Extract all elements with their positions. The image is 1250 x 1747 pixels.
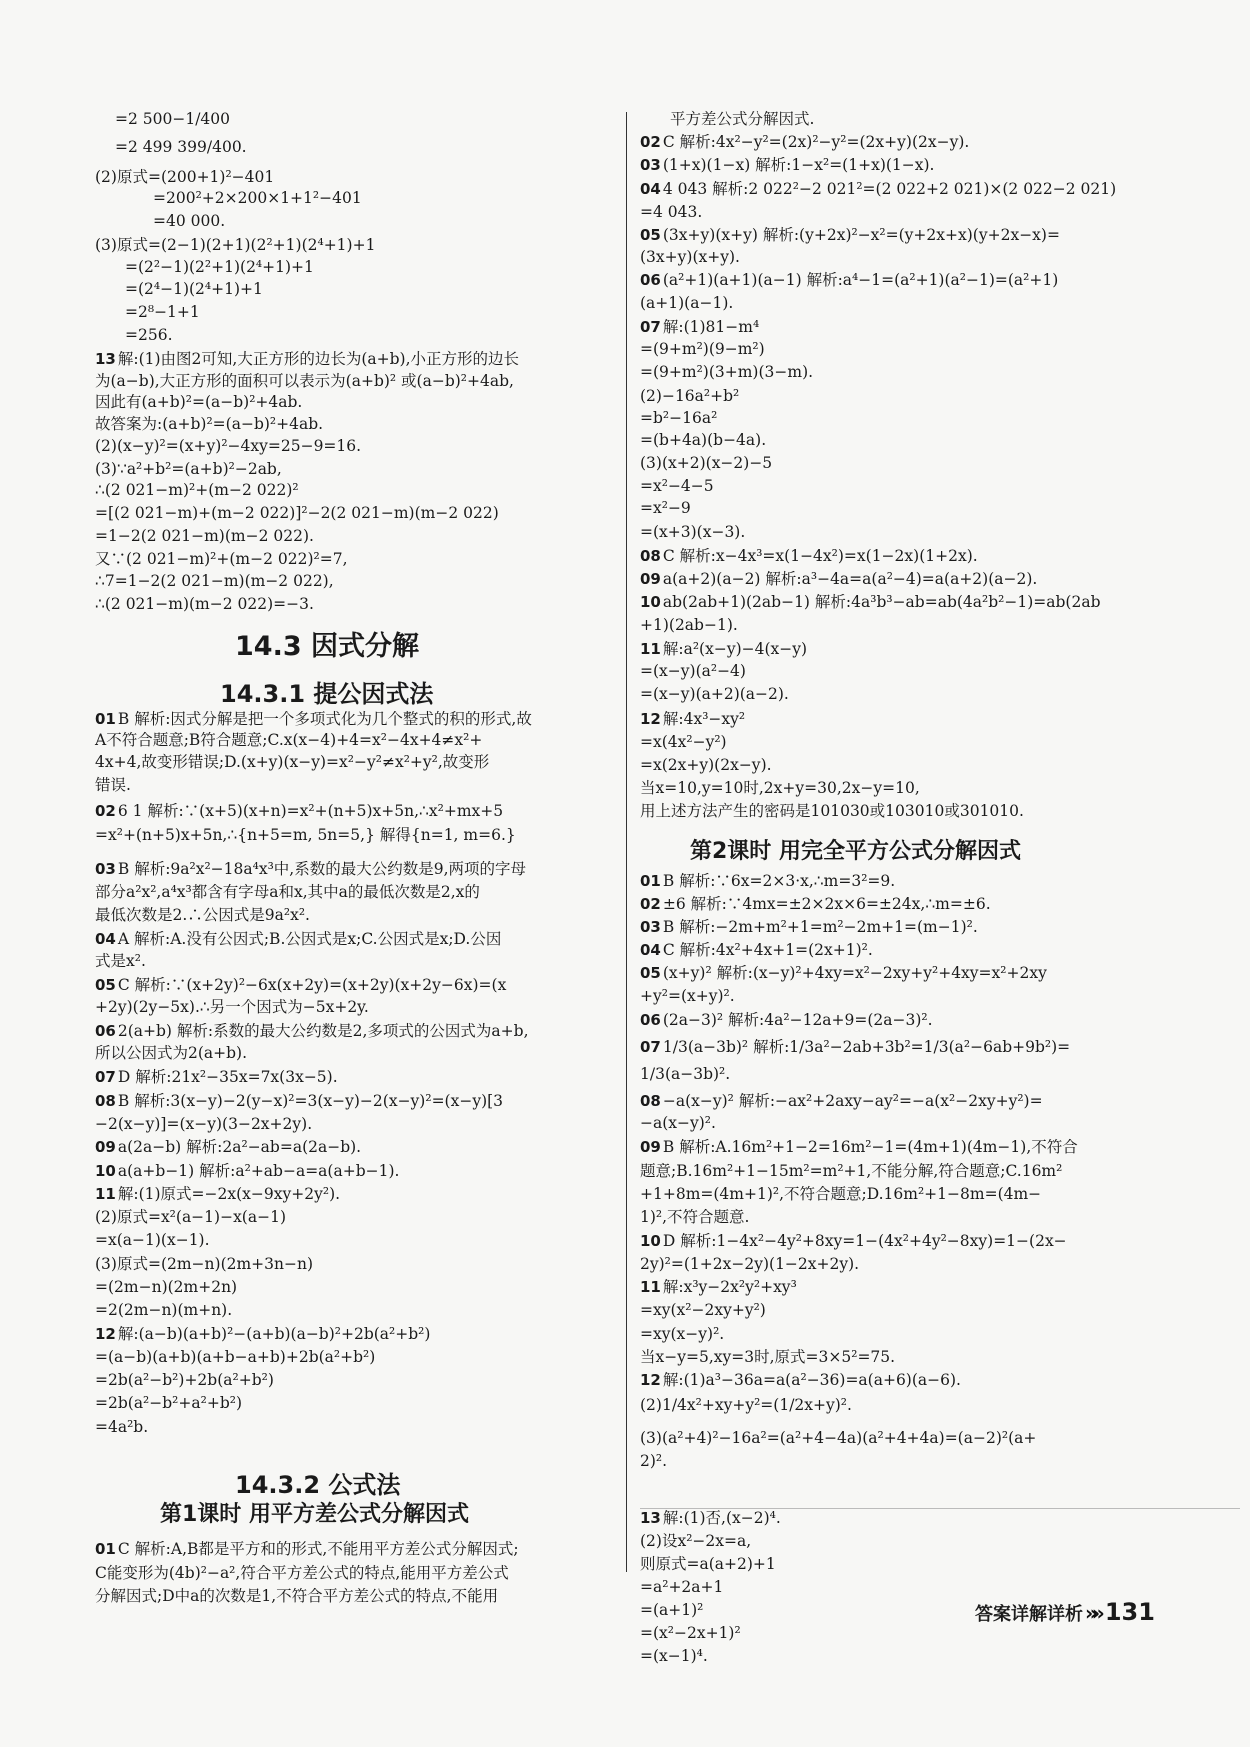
answer-line: A不符合题意;B符合题意;C.x(x−4)+4=x²−4x+4≠x²+ (95, 731, 483, 749)
answer-line: (3)∵a²+b²=(a+b)²−2ab, (95, 460, 282, 478)
question-number: 06 (640, 1011, 661, 1029)
question-number: 11 (640, 640, 661, 658)
answer-item: 03 (1+x)(1−x) 解析:1−x²=(1+x)(1−x). (640, 156, 935, 174)
answer-item: 13 解:(1)否,(x−2)⁴. (640, 1509, 781, 1527)
answer-item: 05 (3x+y)(x+y) 解析:(y+2x)²−x²=(y+2x+x)(y+2x−x)= (640, 226, 1060, 244)
chevron-icon: »» (1085, 1601, 1099, 1625)
answer-line: C能变形为(4b)²−a²,符合平方差公式的特点,能用平方差公式 (95, 1564, 509, 1582)
answer-line: 1/3(a−3b)². (640, 1065, 731, 1083)
answer-line: =(2m−n)(2m+2n) (95, 1278, 238, 1296)
answer-line: =2(2m−n)(m+n). (95, 1301, 233, 1319)
answer-line: 则原式=a(a+2)+1 (640, 1555, 776, 1573)
answer-line: =(9+m²)(9−m²) (640, 340, 765, 358)
question-number: 03 (95, 860, 116, 878)
answer-item: 08 C 解析:x−4x³=x(1−4x²)=x(1−2x)(1+2x). (640, 547, 978, 565)
answer-line: +2y)(2y−5x).∴另一个因式为−5x+2y. (95, 998, 369, 1016)
answer-line: +1)(2ab−1). (640, 616, 738, 634)
answer-item: 07 1/3(a−3b)² 解析:1/3a²−2ab+3b²=1/3(a²−6ab+9b²)= (640, 1038, 1071, 1056)
answer-item: 03 B 解析:9a²x²−18a⁴x³中,系数的最大公约数是9,两项的字母 (95, 860, 527, 878)
answer-line: (3)(x+2)(x−2)−5 (640, 454, 773, 472)
answer-line: 部分a²x²,a⁴x³都含有字母a和x,其中a的最低次数是2,x的 (95, 883, 480, 901)
answer-item: 13 解:(1)由图2可知,大正方形的边长为(a+b),小正方形的边长 (95, 350, 520, 368)
answer-item: 01 B 解析:∵6x=2×3·x,∴m=3²=9. (640, 872, 896, 890)
answer-line: 因此有(a+b)²=(a−b)²+4ab. (95, 393, 303, 411)
answer-line: 当x−y=5,xy=3时,原式=3×5²=75. (640, 1348, 896, 1366)
answer-item: 04 4 043 解析:2 022²−2 021²=(2 022+2 021)×(2 022−2 021) (640, 180, 1117, 198)
answer-line: ∴(2 021−m)(m−2 022)=−3. (95, 595, 314, 613)
answer-item: 02 ±6 解析:∵4mx=±2×2x×6=±24x,∴m=±6. (640, 895, 991, 913)
answer-line: =x(2x+y)(2x−y). (640, 756, 772, 774)
question-number: 12 (95, 1325, 116, 1343)
section-heading: 第1课时 用平方差公式分解因式 (160, 1502, 469, 1527)
question-number: 05 (95, 976, 116, 994)
question-number: 07 (640, 1038, 661, 1056)
answer-line: =4a²b. (95, 1418, 149, 1436)
question-number: 06 (95, 1022, 116, 1040)
answer-line: ∴(2 021−m)²+(m−2 022)² (95, 481, 299, 499)
question-number: 02 (640, 133, 661, 151)
answer-line: =(b+4a)(b−4a). (640, 431, 767, 449)
question-number: 09 (640, 1138, 661, 1156)
answer-item: 09 B 解析:A.16m²+1−2=16m²−1=(4m+1)(4m−1),不符合 (640, 1138, 1078, 1156)
answer-line: =x²+(n+5)x+5n,∴{n+5=m, 5n=5,} 解得{n=1, m=6.} (95, 826, 516, 844)
answer-line: =(2²−1)(2²+1)(2⁴+1)+1 (125, 258, 314, 276)
answer-line: (2)原式=(200+1)²−401 (95, 168, 275, 186)
answer-line: =2⁸−1+1 (125, 303, 200, 321)
answer-line: =xy(x²−2xy+y²) (640, 1301, 766, 1319)
answer-line: ∴7=1−2(2 021−m)(m−2 022), (95, 572, 334, 590)
answer-item: 12 解:4x³−xy² (640, 710, 746, 728)
question-number: 04 (640, 180, 661, 198)
answer-line: =2b(a²−b²+a²+b²) (95, 1394, 243, 1412)
answer-item: 04 A 解析:A.没有公因式;B.公因式是x;C.公因式是x;D.公因 (95, 930, 502, 948)
question-number: 07 (640, 318, 661, 336)
page-number: 131 (1104, 1598, 1155, 1626)
answer-line: =(x²−2x+1)² (640, 1624, 741, 1642)
section-heading: 14.3 因式分解 (235, 631, 420, 662)
answer-line: 式是x². (95, 952, 146, 970)
answer-line: +1+8m=(4m+1)²,不符合题意;D.16m²+1−8m=(4m− (640, 1185, 1042, 1203)
answer-line: 2)². (640, 1452, 668, 1470)
answer-line: (3x+y)(x+y). (640, 248, 740, 266)
answer-line: −2(x−y)]=(x−y)(3−2x+2y). (95, 1115, 313, 1133)
answer-line: =2 500−1/400 (115, 110, 231, 128)
answer-line: =1−2(2 021−m)(m−2 022). (95, 527, 314, 545)
answer-item: 02 C 解析:4x²−y²=(2x)²−y²=(2x+y)(2x−y). (640, 133, 970, 151)
question-number: 11 (640, 1278, 661, 1296)
question-number: 05 (640, 226, 661, 244)
answer-line: 用上述方法产生的密码是101030或103010或301010. (640, 802, 1024, 820)
answer-item: 11 解:(1)原式=−2x(x−9xy+2y²). (95, 1185, 341, 1203)
answer-line: =x²−4−5 (640, 477, 714, 495)
answer-line: (3)(a²+4)²−16a²=(a²+4−4a)(a²+4+4a)=(a−2)²(a+ (640, 1429, 1037, 1447)
answer-item: 09 a(a+2)(a−2) 解析:a³−4a=a(a²−4)=a(a+2)(a−2). (640, 570, 1038, 588)
answer-line: 平方差公式分解因式. (670, 110, 815, 128)
answer-item: 11 解:x³y−2x²y²+xy³ (640, 1278, 797, 1296)
answer-line: (2)(x−y)²=(x+y)²−4xy=25−9=16. (95, 437, 362, 455)
answer-item: 04 C 解析:4x²+4x+1=(2x+1)². (640, 941, 873, 959)
question-number: 13 (640, 1509, 661, 1527)
answer-line: (3)原式=(2−1)(2+1)(2²+1)(2⁴+1)+1 (95, 236, 376, 254)
answer-item: 07 D 解析:21x²−35x=7x(3x−5). (95, 1068, 338, 1086)
question-number: 08 (95, 1092, 116, 1110)
answer-item: 06 2(a+b) 解析:系数的最大公约数是2,多项式的公因式为a+b, (95, 1022, 529, 1040)
question-number: 11 (95, 1185, 116, 1203)
question-number: 13 (95, 350, 116, 368)
answer-line: =(a−b)(a+b)(a+b−a+b)+2b(a²+b²) (95, 1348, 376, 1366)
answer-line: =x²−9 (640, 499, 691, 517)
question-number: 07 (95, 1068, 116, 1086)
answer-line: (2)−16a²+b² (640, 387, 740, 405)
answer-line: =b²−16a² (640, 409, 718, 427)
answer-line: 分解因式;D中a的次数是1,不符合平方差公式的特点,不能用 (95, 1587, 499, 1605)
answer-item: 10 ab(2ab+1)(2ab−1) 解析:4a³b³−ab=ab(4a²b²−1)=ab(2ab (640, 593, 1101, 611)
answer-line: 题意;B.16m²+1−15m²=m²+1,不能分解,符合题意;C.16m² (640, 1162, 1063, 1180)
question-number: 01 (95, 1540, 116, 1558)
answer-line: =(x−y)(a²−4) (640, 662, 746, 680)
question-number: 09 (95, 1138, 116, 1156)
answer-item: 12 解:(a−b)(a+b)²−(a+b)(a−b)²+2b(a²+b²) (95, 1325, 431, 1343)
question-number: 02 (640, 895, 661, 913)
question-number: 10 (640, 1232, 661, 1250)
answer-item: 01 C 解析:A,B都是平方和的形式,不能用平方差公式分解因式; (95, 1540, 519, 1558)
answer-item: 02 6 1 解析:∵(x+5)(x+n)=x²+(n+5)x+5n,∴x²+mx+5 (95, 802, 504, 820)
answer-item: 08 B 解析:3(x−y)−2(y−x)²=3(x−y)−2(x−y)²=(x−y)[3 (95, 1092, 504, 1110)
answer-item: 10 a(a+b−1) 解析:a²+ab−a=a(a+b−1). (95, 1162, 400, 1180)
answer-line: =x(4x²−y²) (640, 733, 727, 751)
answer-line: 所以公因式为2(a+b). (95, 1044, 248, 1062)
answer-line: =(x−1)⁴. (640, 1647, 708, 1665)
question-number: 05 (640, 964, 661, 982)
answer-line: (a+1)(a−1). (640, 294, 734, 312)
page-footer (975, 1598, 1155, 1626)
answer-line: =(2⁴−1)(2⁴+1)+1 (125, 280, 263, 298)
answer-item: 09 a(2a−b) 解析:2a²−ab=a(2a−b). (95, 1138, 362, 1156)
question-number: 12 (640, 1371, 661, 1389)
answer-item: 12 解:(1)a³−36a=a(a²−36)=a(a+6)(a−6). (640, 1371, 961, 1389)
footer-rule (640, 1508, 1240, 1509)
answer-line: =4 043. (640, 203, 703, 221)
answer-line: =(x−y)(a+2)(a−2). (640, 685, 789, 703)
answer-line: (3)原式=(2m−n)(2m+3n−n) (95, 1255, 314, 1273)
answer-line: =(x+3)(x−3). (640, 523, 746, 541)
answer-line: =(a+1)² (640, 1601, 704, 1619)
answer-line: 为(a−b),大正方形的面积可以表示为(a+b)² 或(a−b)²+4ab, (95, 372, 514, 390)
answer-line: =200²+2×200×1+1²−401 (153, 189, 362, 207)
answer-line: =40 000. (153, 212, 226, 230)
answer-item: 10 D 解析:1−4x²−4y²+8xy=1−(4x²+4y²−8xy)=1−(2x− (640, 1232, 1067, 1250)
question-number: 01 (95, 710, 116, 728)
question-number: 06 (640, 271, 661, 289)
answer-line: (2)设x²−2x=a, (640, 1532, 752, 1550)
question-number: 08 (640, 1092, 661, 1110)
answer-line: 又∵(2 021−m)²+(m−2 022)²=7, (95, 550, 348, 568)
answer-line: +y²=(x+y)². (640, 987, 735, 1005)
answer-item: 06 (a²+1)(a+1)(a−1) 解析:a⁴−1=(a²+1)(a²−1)=(a²+1) (640, 271, 1059, 289)
footer-label: 答案详解详析 (975, 1604, 1083, 1625)
answer-line: =a²+2a+1 (640, 1578, 724, 1596)
question-number: 02 (95, 802, 116, 820)
question-number: 12 (640, 710, 661, 728)
answer-line: 当x=10,y=10时,2x+y=30,2x−y=10, (640, 779, 920, 797)
answer-line: =(9+m²)(3+m)(3−m). (640, 363, 814, 381)
answer-item: 05 (x+y)² 解析:(x−y)²+4xy=x²−2xy+y²+4xy=x²+2xy (640, 964, 1047, 982)
answer-item: 11 解:a²(x−y)−4(x−y) (640, 640, 808, 658)
question-number: 04 (95, 930, 116, 948)
answer-line: =x(a−1)(x−1). (95, 1231, 210, 1249)
answer-line: 错误. (95, 776, 131, 794)
answer-line: =[(2 021−m)+(m−2 022)]²−2(2 021−m)(m−2 022) (95, 504, 499, 522)
question-number: 10 (640, 593, 661, 611)
answer-line: =2 499 399/400. (115, 138, 247, 156)
question-number: 03 (640, 918, 661, 936)
answer-line: (2)原式=x²(a−1)−x(a−1) (95, 1208, 286, 1226)
question-number: 10 (95, 1162, 116, 1180)
answer-line: 最低次数是2.∴公因式是9a²x². (95, 906, 310, 924)
question-number: 09 (640, 570, 661, 588)
question-number: 01 (640, 872, 661, 890)
answer-line: =256. (125, 326, 173, 344)
question-number: 08 (640, 547, 661, 565)
answer-line: =2b(a²−b²)+2b(a²+b²) (95, 1371, 274, 1389)
answer-line: (2)1/4x²+xy+y²=(1/2x+y)². (640, 1396, 852, 1414)
column-divider (626, 112, 627, 1572)
answer-item: 03 B 解析:−2m+m²+1=m²−2m+1=(m−1)². (640, 918, 978, 936)
answer-item: 05 C 解析:∵(x+2y)²−6x(x+2y)=(x+2y)(x+2y−6x)=(x (95, 976, 507, 994)
answer-line: 故答案为:(a+b)²=(a−b)²+4ab. (95, 415, 324, 433)
section-heading: 14.3.1 提公因式法 (220, 680, 434, 708)
answer-item: 01 B 解析:因式分解是把一个多项式化为几个整式的积的形式,故 (95, 710, 532, 728)
question-number: 03 (640, 156, 661, 174)
answer-item: 06 (2a−3)² 解析:4a²−12a+9=(2a−3)². (640, 1011, 933, 1029)
answer-line: 4x+4,故变形错误;D.(x+y)(x−y)=x²−y²≠x²+y²,故变形 (95, 753, 490, 771)
answer-line: =xy(x−y)². (640, 1325, 725, 1343)
section-heading: 第2课时 用完全平方公式分解因式 (690, 839, 1021, 864)
answer-line: 2y)²=(1+2x−2y)(1−2x+2y). (640, 1255, 860, 1273)
answer-item: 08 −a(x−y)² 解析:−ax²+2axy−ay²=−a(x²−2xy+y²)= (640, 1092, 1043, 1110)
answer-line: 1)²,不符合题意. (640, 1208, 750, 1226)
answer-item: 07 解:(1)81−m⁴ (640, 318, 760, 336)
section-heading: 14.3.2 公式法 (235, 1471, 401, 1499)
answer-line: −a(x−y)². (640, 1114, 716, 1132)
question-number: 04 (640, 941, 661, 959)
